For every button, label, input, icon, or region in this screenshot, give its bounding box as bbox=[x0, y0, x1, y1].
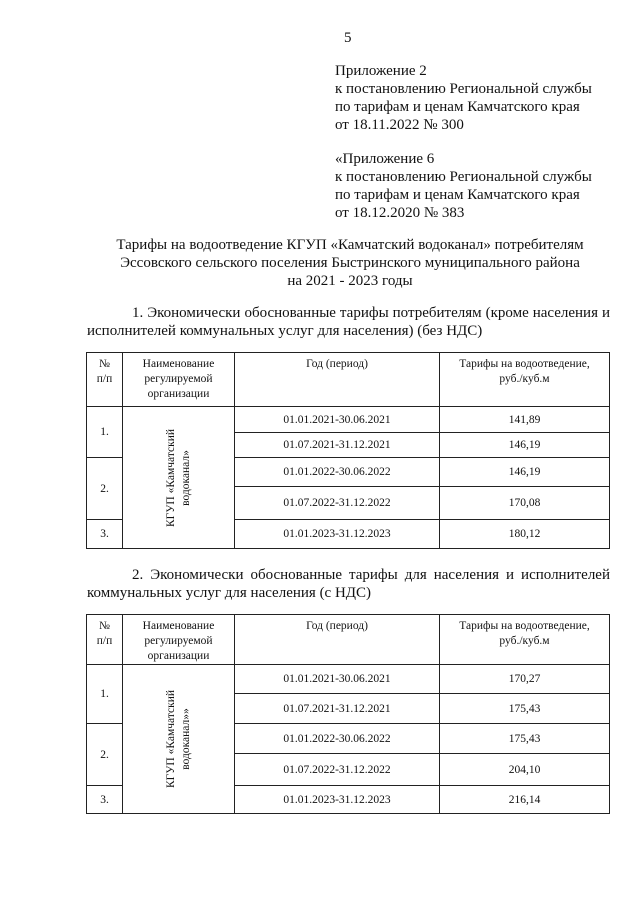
tariff-cell: 170,08 bbox=[440, 487, 610, 520]
period-cell: 01.07.2021-31.12.2021 bbox=[235, 694, 440, 724]
section-line: коммунальных услуг для населения (с НДС) bbox=[87, 585, 372, 601]
period-cell: 01.07.2021-31.12.2021 bbox=[235, 433, 440, 458]
header-text: Год (период) bbox=[306, 620, 368, 632]
header-organization bbox=[123, 615, 235, 665]
annex-line: по тарифам и ценам Камчатского края bbox=[335, 187, 580, 203]
annex-6-header bbox=[335, 150, 592, 222]
document-title bbox=[80, 236, 620, 290]
header-text: регулируемой bbox=[144, 635, 213, 647]
period-cell: 01.01.2022-30.06.2022 bbox=[235, 458, 440, 487]
organization-cell bbox=[123, 407, 235, 549]
row-number: 2. bbox=[87, 458, 123, 520]
organization-name bbox=[164, 690, 194, 788]
period-cell: 01.01.2023-31.12.2023 bbox=[235, 786, 440, 814]
row-number: 1. bbox=[87, 407, 123, 458]
title-line: Тарифы на водоотведение КГУП «Камчатский водоканал» потребителям bbox=[116, 237, 584, 253]
table-row bbox=[87, 407, 610, 433]
section-line: 1. Экономически обоснованные тарифы потребителям (кроме населения и bbox=[132, 305, 610, 321]
header-tariff bbox=[440, 353, 610, 407]
row-number: 3. bbox=[87, 786, 123, 814]
header-text: организации bbox=[147, 650, 210, 662]
header-text: руб./куб.м bbox=[499, 373, 550, 385]
header-text: Наименование bbox=[142, 358, 215, 370]
row-number: 2. bbox=[87, 724, 123, 786]
header-text: организации bbox=[147, 388, 210, 400]
section-2-heading bbox=[87, 566, 610, 602]
organization-cell bbox=[123, 665, 235, 814]
header-text: руб./куб.м bbox=[499, 635, 550, 647]
header-organization bbox=[123, 353, 235, 407]
header-period bbox=[235, 615, 440, 665]
tariff-cell: 170,27 bbox=[440, 665, 610, 694]
tariff-cell: 146,19 bbox=[440, 458, 610, 487]
annex-line: Приложение 2 bbox=[335, 63, 427, 79]
table-row bbox=[87, 665, 610, 694]
org-text: водоканал»» bbox=[179, 708, 192, 770]
header-text: п/п bbox=[96, 635, 113, 647]
tariff-table-1 bbox=[86, 352, 610, 549]
annex-line: к постановлению Региональной службы bbox=[335, 169, 592, 185]
tariff-table-2 bbox=[86, 614, 610, 814]
header-tariff bbox=[440, 615, 610, 665]
header-period bbox=[235, 353, 440, 407]
page-number: 5 bbox=[344, 30, 352, 46]
header-text: Наименование bbox=[142, 620, 215, 632]
row-number: 1. bbox=[87, 665, 123, 724]
header-text: Тарифы на водоотведение, bbox=[459, 620, 590, 632]
organization-name bbox=[164, 428, 194, 526]
header-num bbox=[87, 615, 123, 665]
annex-line: от 18.11.2022 № 300 bbox=[335, 117, 464, 133]
period-cell: 01.01.2022-30.06.2022 bbox=[235, 724, 440, 754]
tariff-cell: 204,10 bbox=[440, 754, 610, 786]
org-text: КГУП «Камчатский bbox=[164, 428, 177, 527]
section-1-heading bbox=[87, 304, 610, 340]
section-line: исполнителей коммунальных услуг для населения) (без НДС) bbox=[87, 323, 483, 339]
period-cell: 01.01.2021-30.06.2021 bbox=[235, 407, 440, 433]
header-text: № bbox=[99, 358, 110, 370]
annex-line: к постановлению Региональной службы bbox=[335, 81, 592, 97]
title-line: Эссовского сельского поселения Быстринского муниципального района bbox=[120, 255, 580, 271]
header-text: Тарифы на водоотведение, bbox=[459, 358, 590, 370]
header-text: п/п bbox=[96, 373, 113, 385]
tariff-cell: 175,43 bbox=[440, 724, 610, 754]
org-text: водоканал» bbox=[179, 449, 192, 506]
period-cell: 01.01.2021-30.06.2021 bbox=[235, 665, 440, 694]
tariff-cell: 216,14 bbox=[440, 786, 610, 814]
header-text: Год (период) bbox=[306, 358, 368, 370]
period-cell: 01.07.2022-31.12.2022 bbox=[235, 487, 440, 520]
tariff-cell: 141,89 bbox=[440, 407, 610, 433]
org-text: КГУП «Камчатский bbox=[164, 689, 177, 789]
tariff-cell: 175,43 bbox=[440, 694, 610, 724]
annex-line: от 18.12.2020 № 383 bbox=[335, 205, 465, 221]
annex-line: «Приложение 6 bbox=[335, 151, 435, 167]
header-num bbox=[87, 353, 123, 407]
period-cell: 01.01.2023-31.12.2023 bbox=[235, 520, 440, 549]
period-cell: 01.07.2022-31.12.2022 bbox=[235, 754, 440, 786]
title-line: на 2021 - 2023 годы bbox=[287, 273, 413, 289]
annex-2-header bbox=[335, 62, 592, 134]
tariff-cell: 180,12 bbox=[440, 520, 610, 549]
section-line: 2. Экономически обоснованные тарифы для населения и исполнителей bbox=[132, 567, 610, 583]
header-text: регулируемой bbox=[144, 373, 213, 385]
row-number: 3. bbox=[87, 520, 123, 549]
annex-line: по тарифам и ценам Камчатского края bbox=[335, 99, 580, 115]
tariff-cell: 146,19 bbox=[440, 433, 610, 458]
header-text: № bbox=[99, 620, 110, 632]
